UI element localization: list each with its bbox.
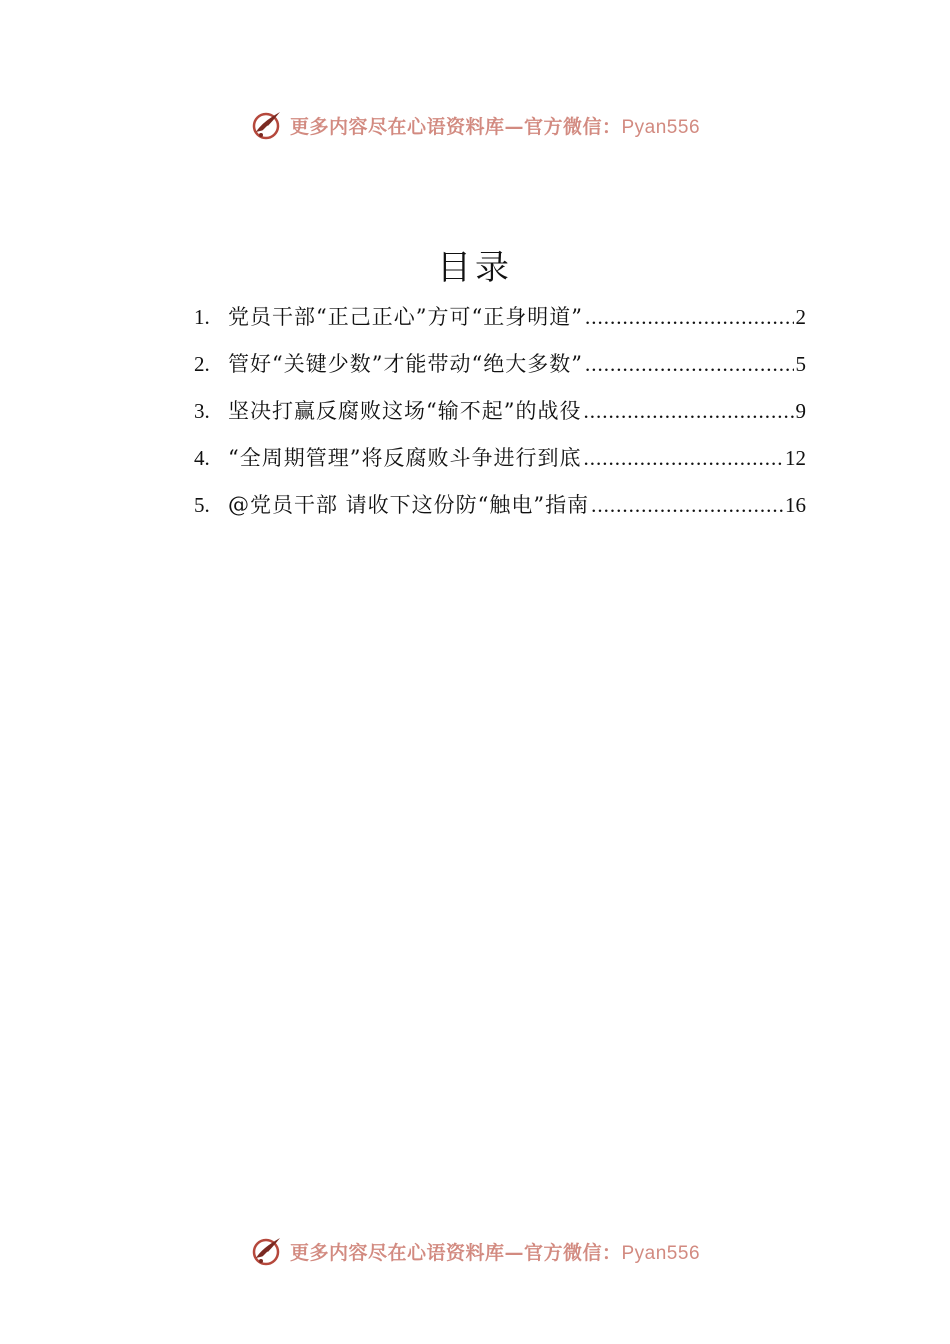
toc-entry-title: @党员干部 请收下这份防“触电”指南 (228, 493, 590, 517)
footer-watermark-text: 更多内容尽在心语资料库—官方微信：Pyan556 (289, 1241, 701, 1264)
toc-entry-title: 党员干部“正己正心”方可“正身明道” (228, 305, 583, 329)
toc-entry-number: 2. (194, 352, 210, 376)
toc-entry-page: 2 (795, 305, 806, 329)
header-watermark-wechat-id: Pyan556 (621, 116, 701, 138)
toc-title: 目录 (437, 248, 513, 288)
toc-dot-leader (585, 305, 794, 330)
quill-pen-icon (250, 108, 284, 142)
toc-entry-page: 12 (785, 446, 806, 470)
quill-pen-icon (250, 1234, 284, 1268)
toc-entry-3[interactable] (194, 395, 806, 442)
footer-watermark-wechat-id: Pyan556 (621, 1242, 701, 1264)
toc-entry-title: 管好“关键少数”才能带动“绝大多数” (228, 352, 583, 376)
footer-watermark-inner (250, 1234, 700, 1268)
header-watermark (0, 108, 950, 142)
toc-entry-4[interactable] (194, 442, 806, 489)
toc-entry-1[interactable] (194, 301, 806, 348)
toc-entry-number: 1. (194, 305, 210, 329)
header-watermark-text: 更多内容尽在心语资料库—官方微信：Pyan556 (289, 115, 701, 138)
toc-entry-number: 4. (194, 446, 210, 470)
toc-entry-5[interactable] (194, 489, 806, 536)
header-watermark-inner (250, 108, 700, 142)
toc-entry-title: “全周期管理”将反腐败斗争进行到底 (228, 446, 582, 470)
toc-entry-page: 9 (795, 399, 806, 423)
toc-entry-title: 坚决打赢反腐败这场“输不起”的战役 (228, 399, 582, 423)
footer-watermark (0, 1234, 950, 1268)
toc-dot-leader (591, 493, 783, 518)
toc-dot-leader (583, 399, 793, 424)
toc-entry-number: 3. (194, 399, 210, 423)
toc-entry-page: 16 (785, 493, 806, 517)
toc-entry-2[interactable] (194, 348, 806, 395)
toc-dot-leader (583, 446, 783, 471)
toc-list (194, 301, 806, 536)
toc-dot-leader (585, 352, 794, 377)
toc-entry-page: 5 (795, 352, 806, 376)
toc-entry-number: 5. (194, 493, 210, 517)
